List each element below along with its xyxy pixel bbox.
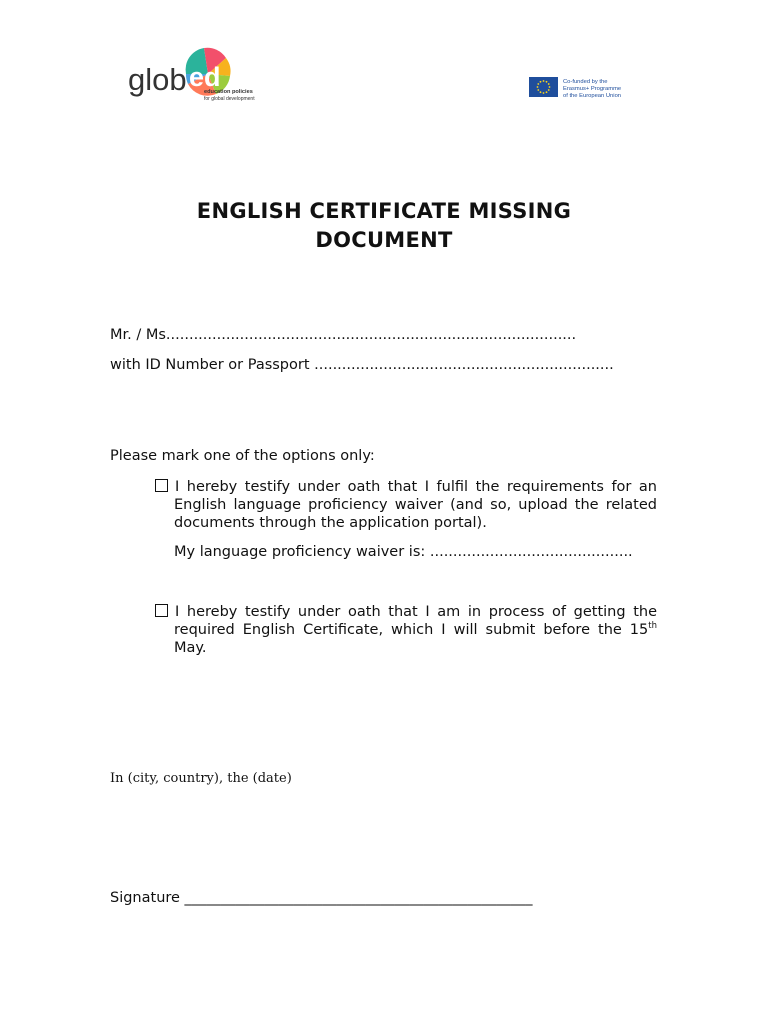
document-title-line-2: DOCUMENT [315,228,453,252]
option-waiver-text-block [155,478,657,532]
option-certificate-superscript: th [648,621,657,631]
globed-logo-tagline-2: for global development [204,96,255,102]
option-waiver [155,478,657,532]
option-waiver-text: I hereby testify under oath that I fulfil the requirements for an English language proficiency waiver (and so, upload the related documents through the application portal). [174,479,657,531]
document-title-line-1: ENGLISH CERTIFICATE MISSING [196,199,572,223]
globed-logo-prefix: glob [128,62,187,97]
eu-text-line-1: Co-funded by the [563,79,608,85]
option-waiver-checkbox[interactable] [155,479,168,492]
instructions-text: Please mark one of the options only: [110,448,375,464]
document-title [100,197,668,255]
globed-logo-suffix: ed [189,62,221,92]
globed-logo-tagline-1: education policies [204,89,253,95]
option-certificate-text-block [155,603,657,657]
option-certificate [155,603,657,657]
eu-flag-icon [529,77,558,97]
globed-logo [126,40,256,104]
signature-line[interactable]: Signature ________________________________________________ [110,890,533,906]
place-date-line[interactable]: In (city, country), the (date) [110,771,292,786]
waiver-field-line[interactable]: My language proficiency waiver is: ............................................ [174,544,633,560]
eu-text-line-2: Erasmus+ Programme [563,86,622,92]
option-certificate-text: I hereby testify under oath that I am in process of getting the required English Certificate, which I will submit before the 15 [174,604,657,638]
option-certificate-text-end: May. [174,640,207,656]
eu-text-line-3: of the European Union [563,93,622,99]
option-certificate-checkbox[interactable] [155,604,168,617]
eu-erasmus-logo [527,75,637,99]
name-field-line[interactable]: Mr. / Ms......................................................................................... [110,327,577,343]
id-field-line[interactable]: with ID Number or Passport ................................................................. [110,357,614,373]
